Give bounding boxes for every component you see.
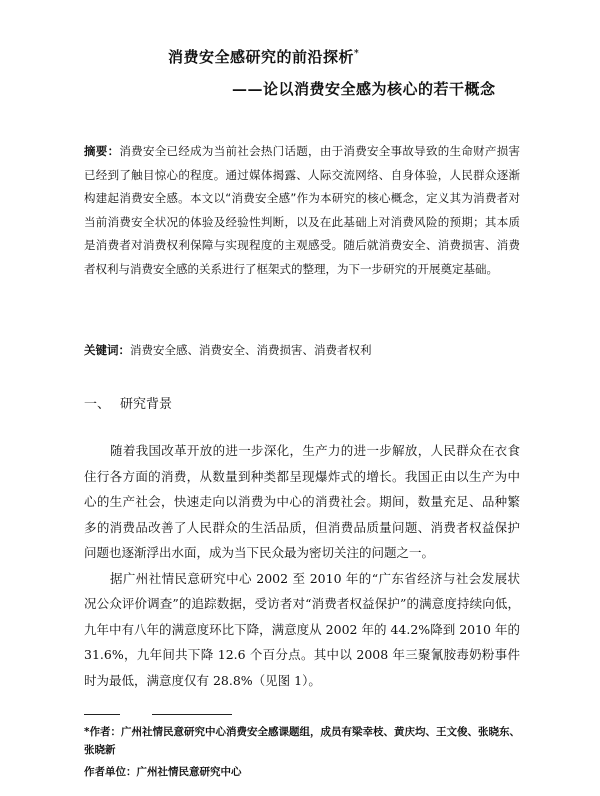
paper-subtitle: ——论以消费安全感为核心的若干概念: [232, 80, 496, 98]
title-text: 消费安全感研究的前沿探析: [168, 48, 355, 66]
abstract: [84, 140, 520, 281]
paragraph: 据广州社情民意研究中心 2002 至 2010 年的“广东省经济与社会发展状况公众评价调查”的追踪数据，受访者对“消费者权益保护”的满意度持续向低，九年中有八年的满意度环比下降，满意度从 2002 年的 44.2%降到 2010 年的 31.6%，九年间共下降 12.6 个百分点。其中以 2008 年三聚氰胺毒奶粉事件时为最低，满意度仅有 28.8%（见图 1）。: [84, 570, 520, 688]
keywords: [84, 342, 524, 358]
keywords-text: 消费安全感、消费安全、消费损害、消费者权利: [130, 343, 372, 357]
author-affiliation: 作者单位：广州社情民意研究中心: [84, 766, 242, 778]
section-title: 研究背景: [120, 397, 173, 412]
paragraph: 随着我国改革开放的进一步深化，生产力的进一步解放，人民群众在衣食住行各方面的消费，从数量到种类都呈现爆炸式的增长。我国正由以生产为中心的生产社会，快速走向以消费为中心的消费社会。期间，数量充足、品种繁多的消费品改善了人民群众的生活品质，但消费品质量问题、消费者权益保护问题也逐渐浮出水面，成为当下民众最为密切关注的问题之一。: [84, 443, 520, 560]
paper-title: [168, 46, 359, 67]
section-heading: [84, 393, 172, 412]
footnote: *作者：广州社情民意研究中心消费安全感课题组，成员有梁幸枝、黄庆均、王文俊、张晓东、张晓新: [84, 726, 520, 756]
abstract-label: 摘要：: [84, 144, 120, 158]
section-number: 一、: [84, 397, 111, 412]
footnote-rule: [84, 714, 120, 716]
title-footnote-mark: *: [354, 49, 360, 59]
abstract-text: 消费安全已经成为当前社会热门话题，由于消费安全事故导致的生命财产损害已经到了触目惊心的程度。通过媒体揭露、人际交流网络、自身体验，人民群众逐渐构建起消费安全感。本文以“消费安全感”作为本研究的核心概念，定义其为消费者对当前消费安全状况的体验及经验性判断，以及在此基础上对消费风险的预期；其本质是消费者对消费权利保障与实现程度的主观感受。随后就消费安全、消费损害、消费者权利与消费安全感的关系进行了框架式的整理，为下一步研究的开展奠定基础。: [84, 144, 520, 276]
keywords-label: 关键词：: [84, 343, 130, 357]
body-text: [84, 438, 520, 693]
footnote-rule: [152, 714, 232, 716]
